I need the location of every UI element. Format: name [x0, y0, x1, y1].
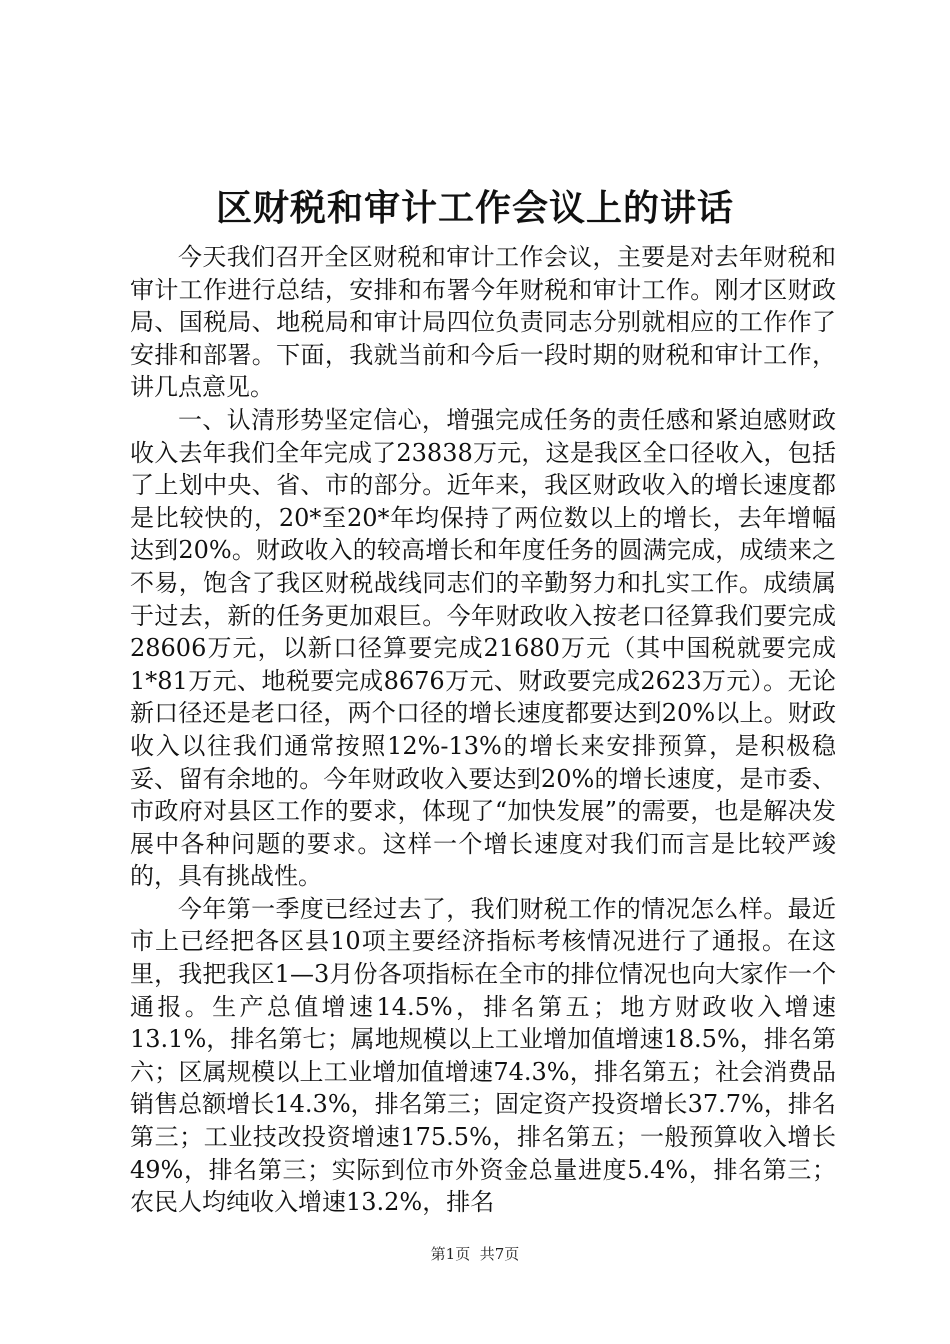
paragraph-first-quarter: 今年第一季度已经过去了，我们财税工作的情况怎么样。最近市上已经把各区县10项主要经济指标考核情况进行了通报。在这里，我把我区1—3月份各项指标在全市的排位情况也向大家作一个通报。生产总值增速14.5%，排名第五；地方财政收入增速13.1%，排名第七；属地规模以上工业增加值增速18.5%，排名第六；区属规模以上工业增加值增速74.3%，排名第五；社会消费品销售总额增长14.3%，排名第三；固定资产投资增长37.7%，排名第三；工业技改投资增速175.5%，排名第五；一般预算收入增长49%，排名第三；实际到位市外资金总量进度5.4%，排名第三；农民人均纯收入增速13.2%，排名	[130, 894, 836, 1217]
document-title: 区财税和审计工作会议上的讲话	[215, 187, 734, 229]
document-body	[130, 241, 836, 1219]
page-footer	[0, 1244, 950, 1264]
paragraph-intro: 今天我们召开全区财税和审计工作会议，主要是对去年财税和审计工作进行总结，安排和布署今年财税和审计工作。刚才区财政局、国税局、地税局和审计局四位负责同志分别就相应的工作作了安排和部署。下面，我就当前和今后一段时期的财税和审计工作，讲几点意见。	[130, 243, 836, 402]
total-pages: 共7页	[479, 1245, 520, 1263]
footer-separator	[470, 1245, 480, 1263]
page-number: 第1页	[430, 1245, 471, 1263]
paragraph-section-one: 一、认清形势坚定信心，增强完成任务的责任感和紧迫感财政收入去年我们全年完成了23838万元，这是我区全口径收入，包括了上划中央、省、市的部分。近年来，我区财政收入的增长速度都是比较快的，20*至20*年均保持了两位数以上的增长，去年增幅达到20%。财政收入的较高增长和年度任务的圆满完成，成绩来之不易，饱含了我区财税战线同志们的辛勤努力和扎实工作。成绩属于过去，新的任务更加艰巨。今年财政收入按老口径算我们要完成28606万元，以新口径算要完成21680万元（其中国税就要完成1*81万元、地税要完成8676万元、财政要完成2623万元）。无论新口径还是老口径，两个口径的增长速度都要达到20%以上。财政收入以往我们通常按照12%-13%的增长来安排预算，是积极稳妥、留有余地的。今年财政收入要达到20%的增长速度，是市委、市政府对县区工作的要求，体现了“加快发展”的需要，也是解决发展中各种问题的要求。这样一个增长速度对我们而言是比较严竣的，具有挑战性。	[130, 405, 836, 891]
